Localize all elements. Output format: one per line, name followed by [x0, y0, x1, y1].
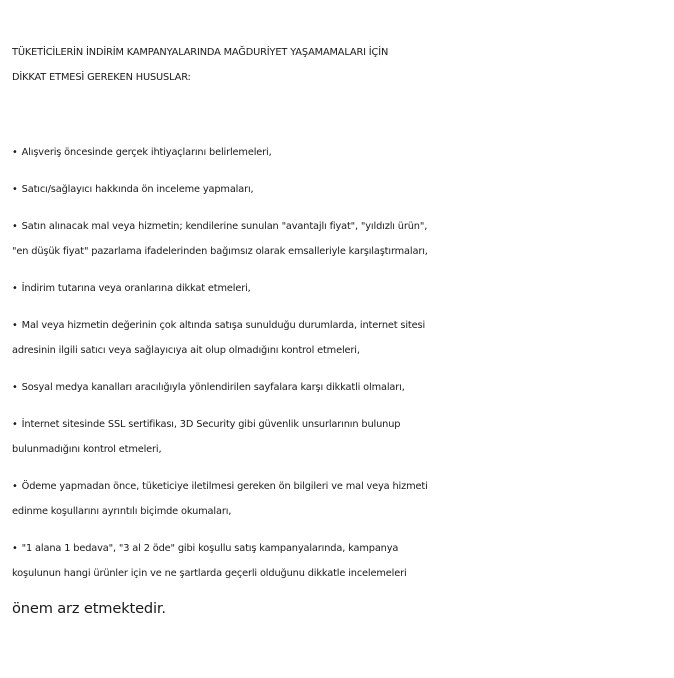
item-text-continued: koşulunun hangi ürünler için ve ne şartlarda geçerli olduğunu dikkatle incelemeleri	[12, 568, 407, 579]
bullet-icon: •	[12, 419, 18, 430]
document-body	[12, 40, 674, 621]
list-item	[12, 276, 674, 301]
item-text-continued: "en düşük fiyat" pazarlama ifadelerinden bağımsız olarak emsalleriyle karşılaştırmaları,	[12, 246, 428, 257]
heading-line-1: TÜKETİCİLERİN İNDİRİM KAMPANYALARINDA MAĞDURİYET YAŞAMAMALARI İÇİN	[12, 47, 389, 58]
bullet-icon: •	[12, 320, 18, 331]
item-text-continued: edinme koşullarını ayrıntılı biçimde okumaları,	[12, 506, 232, 517]
item-text: İndirim tutarına veya oranlarına dikkat etmeleri,	[21, 283, 251, 294]
bullet-icon: •	[12, 481, 18, 492]
item-text: Mal veya hizmetin değerinin çok altında satışa sunulduğu durumlarda, internet sitesi	[21, 320, 426, 331]
list-item	[12, 412, 674, 462]
item-text-continued: bulunmadığını kontrol etmeleri,	[12, 444, 162, 455]
list-item	[12, 214, 674, 264]
bullet-icon: •	[12, 147, 18, 158]
bullet-icon: •	[12, 382, 18, 393]
item-text: İnternet sitesinde SSL sertifikası, 3D Security gibi güvenlik unsurlarının bulunup	[21, 419, 401, 430]
item-text: Satın alınacak mal veya hizmetin; kendilerine sunulan "avantajlı fiyat", "yıldızlı ürün",	[21, 221, 428, 232]
item-text: Ödeme yapmadan önce, tüketiciye iletilmesi gereken ön bilgileri ve mal veya hizmeti	[21, 481, 428, 492]
list-item	[12, 140, 674, 165]
item-text-continued: adresinin ilgili satıcı veya sağlayıcıya ait olup olmadığını kontrol etmeleri,	[12, 345, 360, 356]
item-text: Satıcı/sağlayıcı hakkında ön inceleme yapmaları,	[21, 184, 254, 195]
item-text: "1 alana 1 bedava", "3 al 2 öde" gibi koşullu satış kampanyalarında, kampanya	[21, 543, 399, 554]
list-item	[12, 536, 674, 586]
item-text: Sosyal medya kanalları aracılığıyla yönlendirilen sayfalara karşı dikkatli olmaları,	[21, 382, 405, 393]
bullet-list	[12, 140, 674, 586]
list-item	[12, 313, 674, 363]
heading-line-2: DİKKAT ETMESİ GEREKEN HUSUSLAR:	[12, 72, 191, 83]
list-item	[12, 375, 674, 400]
closing-sentence: önem arz etmektedir.	[12, 600, 166, 617]
list-item	[12, 177, 674, 202]
bullet-icon: •	[12, 184, 18, 195]
bullet-icon: •	[12, 543, 18, 554]
spacer	[12, 90, 674, 140]
document-heading	[12, 40, 674, 90]
list-item	[12, 474, 674, 524]
bullet-icon: •	[12, 283, 18, 294]
bullet-icon: •	[12, 221, 18, 232]
item-text: Alışveriş öncesinde gerçek ihtiyaçlarını belirlemeleri,	[21, 147, 272, 158]
